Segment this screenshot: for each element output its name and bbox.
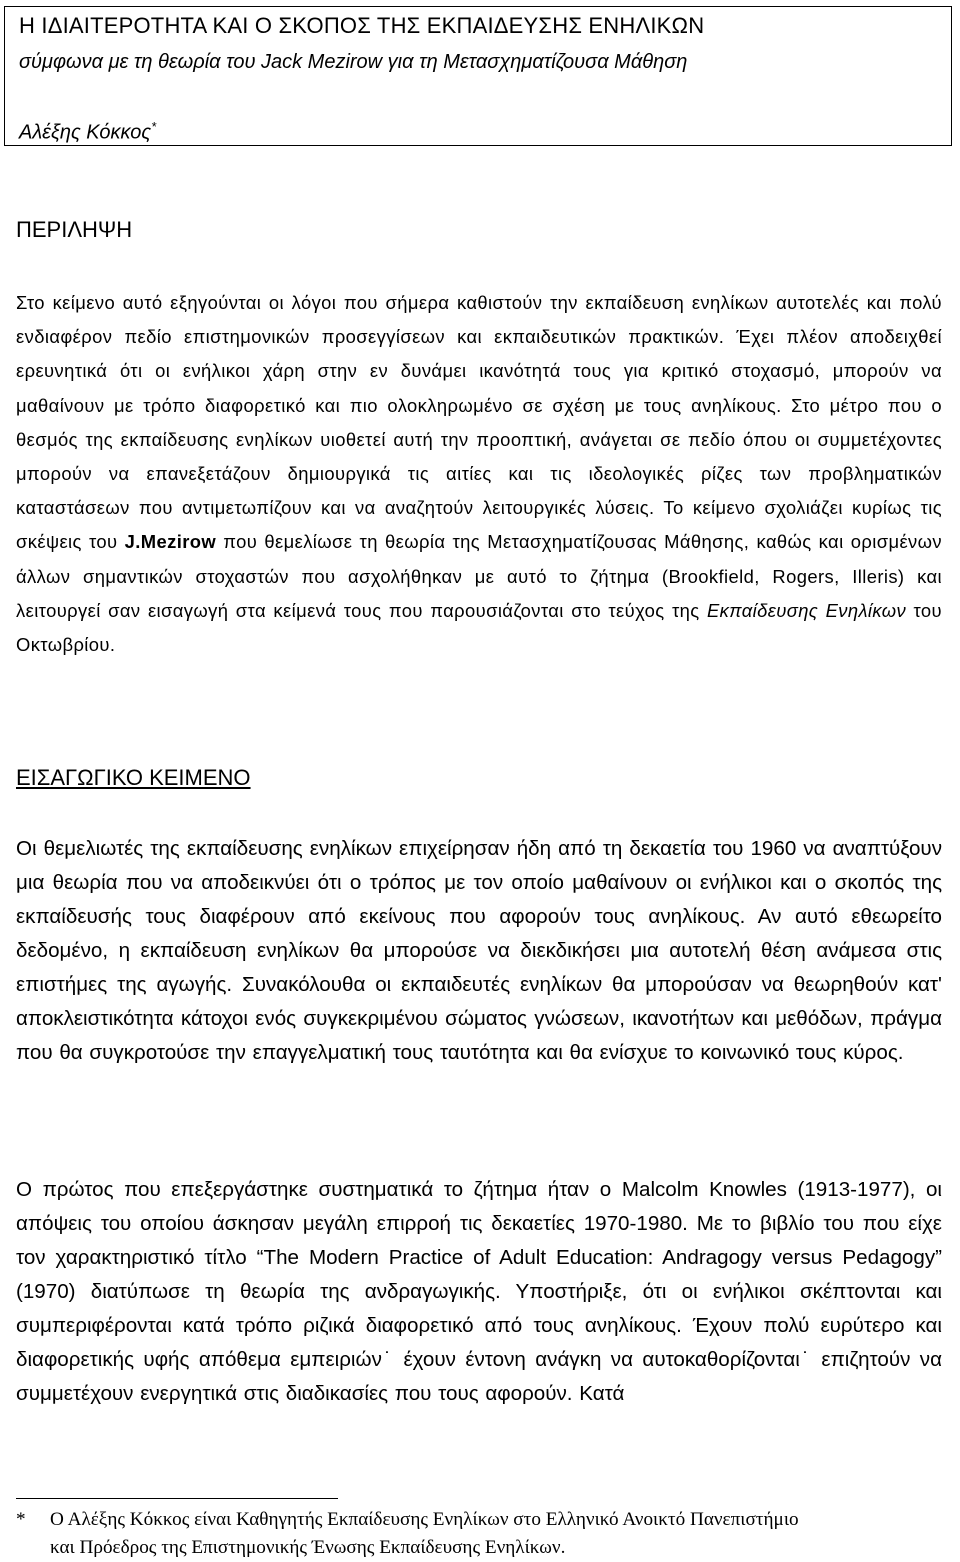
intro-paragraph-2: Ο πρώτος που επεξεργάστηκε συστηματικά το ζήτημα ήταν ο Malcolm Knowles (1913-1977), οι απόψεις του οποίου άσκησαν μεγάλη επιρροή τις δεκαετίες 1970-1980. Με το βιβλίο του που είχε τον χαρακτηριστικό τίτλο “The Modern Practice of Adult Education: Andragogy versus Pedagogy” (1970) διατύπωσε τη θεωρία της ανδραγωγικής. Υποστήριξε, ότι οι ενήλικοι σκέπτονται και συμπεριφέρονται κατά τρόπο ριζικά διαφορετικό από τους ανηλίκους. Έχουν πολύ ευρύτερο και διαφορετικής υφής απόθεμα εμπειριών˙ έχουν έντονη ανάγκη να αυτοκαθορίζονται˙ επιζητούν να συμμετέχουν ενεργητικά στις διαδικασίες που τους αφορούν. Κατά (16, 1178, 942, 1405)
footnote-line-1 (16, 1506, 942, 1534)
intro-paragraph-1: Οι θεμελιωτές της εκπαίδευσης ενηλίκων επιχείρησαν ήδη από τη δεκαετία του 1960 να αναπτύξουν μια θεωρία που να αποδεικνύει ότι ο τρόπος με τον οποίο μαθαίνουν οι ενήλικοι και ο σκοπός της εκπαίδευσής τους διαφέρουν από εκείνους που αφορούν τους ανηλίκους. Αν αυτό εθεωρείτο δεδομένο, η εκπαίδευση ενηλίκων θα μπορούσε να διεκδικήσει μια αυτοτελή θέση ανάμεσα στις επιστήμες της αγωγής. Συνακόλουθα οι εκπαιδευτές ενηλίκων θα μπορούσαν να θεωρηθούν κατ' αποκλειστικότητα κάτοχοι ενός συγκεκριμένου σώματος γνώσεων, ικανοτήτων και μεθόδων, πράγμα που θα συγκροτούσε την επαγγελματική τους ταυτότητα και θα ενίσχυε το κοινωνικό τους κύρος. (16, 837, 942, 1064)
author-name (19, 119, 156, 145)
summary-text-1: Στο κείμενο αυτό εξηγούνται οι λόγοι που σήμερα καθιστούν την εκπαίδευση ενηλίκων αυτοτελές και πολύ ενδιαφέρον πεδίο επιστημονικών προσεγγίσεων και εκπαιδευτικών πρακτικών. Έχει πλέον αποδειχθεί ερευνητικά ότι οι ενήλικοι χάρη στην εν δυνάμει ικανότητά τους για κριτικό στοχασμό, μπορούν να μαθαίνουν με τρόπο διαφορετικό και πιο ολοκληρωμένο σε σχέση με τους ανηλίκους. Στο μέτρο που ο θεσμός της εκπαίδευσης ενηλίκων υιοθετεί αυτή την προοπτική, ανάγεται σε πεδίο όπου οι συμμετέχοντες μπορούν να επανεξετάζουν δημιουργικά τις αιτίες και τις ιδεολογικές ρίζες των προβληματικών καταστάσεων που αντιμετωπίζουν και να αναζητούν λειτουργικές λύσεις. Το κείμενο σχολιάζει κυρίως τις σκέψεις του (16, 292, 942, 553)
footnote-text-1: Ο Αλέξης Κόκκος είναι Καθηγητής Εκπαίδευσης Ενηλίκων στο Ελληνικό Ανοικτό Πανεπιστήμιο (50, 1509, 799, 1530)
summary-heading: ΠΕΡΙΛΗΨΗ (16, 217, 133, 242)
author-text: Αλέξης Κόκκος (19, 121, 152, 144)
footnote-line-2: και Πρόεδρος της Επιστημονικής Ένωσης Εκπαίδευσης Ενηλίκων. (50, 1537, 566, 1558)
intro-heading: ΕΙΣΑΓΩΓΙΚΟ ΚΕΙΜΕΝΟ (16, 765, 251, 790)
summary-text-3: του Οκτωβρίου. (16, 599, 943, 656)
footnote (16, 1506, 942, 1562)
summary-name: J.Mezirow (124, 531, 217, 553)
summary-journal: Εκπαίδευσης Ενηλίκων (707, 599, 907, 621)
author-footnote-mark: * (151, 119, 157, 134)
title-box (4, 6, 952, 146)
summary-paragraph (16, 286, 942, 662)
document-subtitle: σύμφωνα με τη θεωρία του Jack Mezirow για τη Μετασχηματίζουσα Μάθηση (19, 51, 688, 73)
footnote-mark: * (16, 1509, 26, 1530)
summary-text-2: που θεμελίωσε τη θεωρία της Μετασχηματίζουσας Μάθησης, καθώς και ορισμένων άλλων σημαντικών στοχαστών που ασχολήθηκαν με αυτό το ζήτημα (Brookfield, Rogers, Illeris) και λειτουργεί σαν εισαγωγή στα κείμενά τους που παρουσιάζονται στο τεύχος της (16, 531, 942, 621)
footnote-divider (16, 1498, 338, 1499)
document-title: Η ΙΔΙΑΙΤΕΡΟΤΗΤΑ ΚΑΙ Ο ΣΚΟΠΟΣ ΤΗΣ ΕΚΠΑΙΔΕΥΣΗΣ ΕΝΗΛΙΚΩΝ (19, 13, 705, 38)
